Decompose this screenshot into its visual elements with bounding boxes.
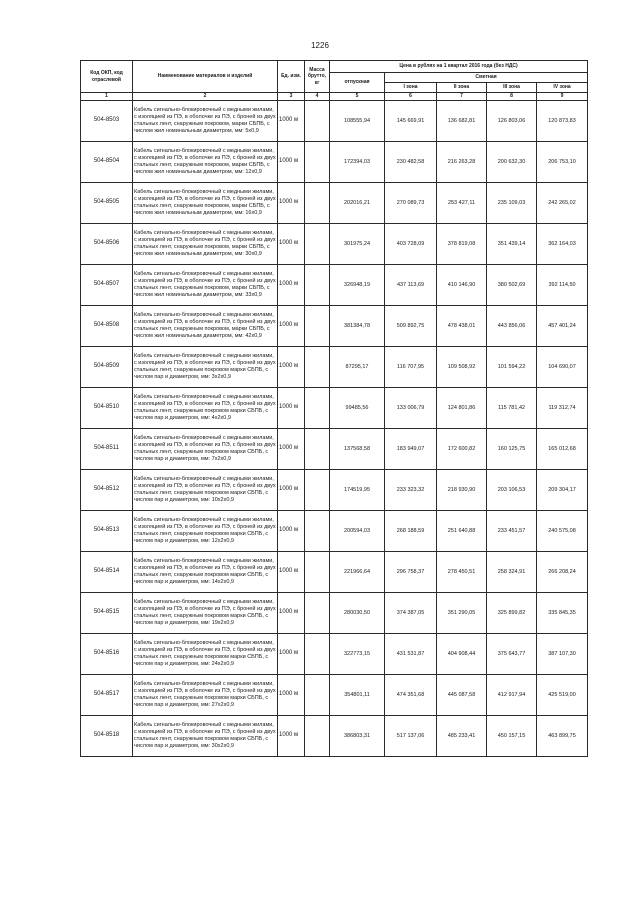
table-row	[81, 265, 588, 306]
zone-2-price: 218 930,90	[437, 470, 487, 511]
item-name: Кабель сигнально-блокировочный с медными жилами, с изоляцией из ПЭ, в оболочке из ПЭ, с броней из двух стальных лент, снаружным покровом марки СБПБ, с числом пар и диаметром, мм: 27х2х0,9	[133, 675, 278, 716]
item-code: 504-8504	[81, 142, 133, 183]
table-row	[81, 429, 588, 470]
release-price: 108555,94	[330, 101, 385, 142]
item-mass	[305, 716, 330, 757]
zone-3-price: 235 109,03	[487, 183, 537, 224]
header-name: Наименование материалов и изделий	[133, 61, 278, 93]
zone-2-price: 278 450,51	[437, 552, 487, 593]
table-row	[81, 675, 588, 716]
zone-4-price: 165 012,68	[537, 429, 588, 470]
header-code: Код ОКП, код отраслевой	[81, 61, 133, 93]
item-name: Кабель сигнально-блокировочный с медными жилами, с изоляцией из ПЭ, в оболочке из ПЭ, с броней из двух стальных лент, снаружным покровом, марки СБПБ, с числом жил номинальным диаметром, мм: 5х0,9	[133, 101, 278, 142]
item-code: 504-8516	[81, 634, 133, 675]
header-zone-2: II зона	[437, 83, 487, 93]
zone-2-price: 485 233,41	[437, 716, 487, 757]
item-name: Кабель сигнально-блокировочный с медными жилами, с изоляцией из ПЭ, в оболочке из ПЭ, с броней из двух стальных лент, снаружным покровом марки СБПБ, с числом пар и диаметром, мм: 4х2х0,9	[133, 388, 278, 429]
table-row	[81, 142, 588, 183]
header-price-title: Цена в рублях на 1 квартал 2016 года (без НДС)	[330, 61, 588, 73]
table-row	[81, 101, 588, 142]
item-mass	[305, 224, 330, 265]
item-mass	[305, 511, 330, 552]
item-name: Кабель сигнально-блокировочный с медными жилами, с изоляцией из ПЭ, в оболочке из ПЭ, с броней из двух стальных лент, снаружным покровом, марки СБПБ, с числом жил номинальным диаметром, мм: 16х0,9	[133, 183, 278, 224]
item-name: Кабель сигнально-блокировочный с медными жилами, с изоляцией из ПЭ, в оболочке из ПЭ, с броней из двух стальных лент, снаружным покровом, марки СБПБ, с числом жил номинальным диаметром, мм: 12х0,9	[133, 142, 278, 183]
item-mass	[305, 306, 330, 347]
release-price: 386803,31	[330, 716, 385, 757]
table-row	[81, 388, 588, 429]
zone-1-price: 270 089,73	[385, 183, 437, 224]
zone-3-price: 380 502,69	[487, 265, 537, 306]
table-header	[81, 61, 588, 101]
zone-3-price: 160 125,75	[487, 429, 537, 470]
table-row	[81, 183, 588, 224]
item-code: 504-8503	[81, 101, 133, 142]
item-mass	[305, 429, 330, 470]
item-code: 504-8515	[81, 593, 133, 634]
table-row	[81, 634, 588, 675]
release-price: 172394,03	[330, 142, 385, 183]
release-price: 354801,11	[330, 675, 385, 716]
item-name: Кабель сигнально-блокировочный с медными жилами, с изоляцией из ПЭ, в оболочке из ПЭ, с броней из двух стальных лент, снаружным покровом марки СБПБ, с числом пар и диаметром, мм: 10х2х0,9	[133, 470, 278, 511]
zone-1-price: 233 323,32	[385, 470, 437, 511]
zone-1-price: 374 387,05	[385, 593, 437, 634]
item-unit: 1000 м	[278, 593, 305, 634]
zone-2-price: 378 819,08	[437, 224, 487, 265]
release-price: 221966,64	[330, 552, 385, 593]
zone-4-price: 362 164,03	[537, 224, 588, 265]
zone-1-price: 268 188,59	[385, 511, 437, 552]
item-unit: 1000 м	[278, 224, 305, 265]
item-name: Кабель сигнально-блокировочный с медными жилами, с изоляцией из ПЭ, в оболочке из ПЭ, с броней из двух стальных лент, снаружным покровом марки СБПБ, с числом пар и диаметром, мм: 30х2х0,9	[133, 716, 278, 757]
zone-2-price: 251 640,88	[437, 511, 487, 552]
item-code: 504-8517	[81, 675, 133, 716]
zone-4-price: 104 690,07	[537, 347, 588, 388]
zone-2-price: 124 801,86	[437, 388, 487, 429]
item-mass	[305, 634, 330, 675]
zone-4-price: 206 753,10	[537, 142, 588, 183]
zone-3-price: 450 157,15	[487, 716, 537, 757]
header-zone-3: III зона	[487, 83, 537, 93]
item-name: Кабель сигнально-блокировочный с медными жилами, с изоляцией из ПЭ, в оболочке из ПЭ, с броней из двух стальных лент, снаружным покровом марки СБПБ, с числом пар и диаметром, мм: 14х2х0,9	[133, 552, 278, 593]
zone-4-price: 425 519,00	[537, 675, 588, 716]
zone-3-price: 325 899,82	[487, 593, 537, 634]
zone-2-price: 216 263,28	[437, 142, 487, 183]
zone-1-price: 474 351,68	[385, 675, 437, 716]
zone-2-price: 136 682,81	[437, 101, 487, 142]
item-code: 504-8508	[81, 306, 133, 347]
zone-4-price: 242 265,02	[537, 183, 588, 224]
column-number: 1	[81, 93, 133, 101]
zone-4-price: 392 114,50	[537, 265, 588, 306]
zone-1-price: 296 758,37	[385, 552, 437, 593]
item-unit: 1000 м	[278, 142, 305, 183]
zone-1-price: 403 728,09	[385, 224, 437, 265]
table-row	[81, 552, 588, 593]
column-number-row	[81, 93, 588, 101]
zone-3-price: 101 594,22	[487, 347, 537, 388]
item-unit: 1000 м	[278, 183, 305, 224]
zone-4-price: 463 899,75	[537, 716, 588, 757]
zone-4-price: 335 845,35	[537, 593, 588, 634]
item-name: Кабель сигнально-блокировочный с медными жилами, с изоляцией из ПЭ, в оболочке из ПЭ, с броней из двух стальных лент, снаружным покровом марки СБПБ, с числом пар и диаметром, мм: 24х2х0,9	[133, 634, 278, 675]
column-number: 2	[133, 93, 278, 101]
header-release: отпускная	[330, 73, 385, 93]
release-price: 87295,17	[330, 347, 385, 388]
item-name: Кабель сигнально-блокировочный с медными жилами, с изоляцией из ПЭ, в оболочке из ПЭ, с броней из двух стальных лент, снаружным покровом марки СБПБ, с числом пар и диаметром, мм: 3х2х0,9	[133, 347, 278, 388]
zone-3-price: 443 856,06	[487, 306, 537, 347]
header-zone-4: IV зона	[537, 83, 588, 93]
item-mass	[305, 388, 330, 429]
item-mass	[305, 593, 330, 634]
zone-2-price: 478 438,01	[437, 306, 487, 347]
item-unit: 1000 м	[278, 388, 305, 429]
item-code: 504-8505	[81, 183, 133, 224]
item-code: 504-8518	[81, 716, 133, 757]
item-unit: 1000 м	[278, 552, 305, 593]
item-unit: 1000 м	[278, 716, 305, 757]
zone-2-price: 109 508,92	[437, 347, 487, 388]
item-mass	[305, 183, 330, 224]
item-unit: 1000 м	[278, 470, 305, 511]
table-row	[81, 716, 588, 757]
item-unit: 1000 м	[278, 347, 305, 388]
item-unit: 1000 м	[278, 675, 305, 716]
release-price: 99485,56	[330, 388, 385, 429]
item-name: Кабель сигнально-блокировочный с медными жилами, с изоляцией из ПЭ, в оболочке из ПЭ, с броней из двух стальных лент, снаружным покровом, марки СБПБ, с числом жил номинальным диаметром, мм: 42х0,9	[133, 306, 278, 347]
item-unit: 1000 м	[278, 634, 305, 675]
zone-1-price: 183 949,07	[385, 429, 437, 470]
zone-4-price: 240 575,08	[537, 511, 588, 552]
zone-2-price: 445 087,58	[437, 675, 487, 716]
table-row	[81, 347, 588, 388]
zone-4-price: 266 208,24	[537, 552, 588, 593]
zone-1-price: 133 006,79	[385, 388, 437, 429]
zone-3-price: 351 439,14	[487, 224, 537, 265]
column-number: 7	[437, 93, 487, 101]
table-row	[81, 306, 588, 347]
zone-4-price: 209 304,17	[537, 470, 588, 511]
item-unit: 1000 м	[278, 101, 305, 142]
table-row	[81, 593, 588, 634]
zone-1-price: 145 669,91	[385, 101, 437, 142]
zone-1-price: 230 482,58	[385, 142, 437, 183]
zone-3-price: 115 781,42	[487, 388, 537, 429]
header-zone-1: I зона	[385, 83, 437, 93]
release-price: 326948,19	[330, 265, 385, 306]
release-price: 280030,50	[330, 593, 385, 634]
zone-1-price: 437 113,69	[385, 265, 437, 306]
zone-1-price: 509 892,75	[385, 306, 437, 347]
zone-3-price: 412 917,94	[487, 675, 537, 716]
zone-2-price: 172 600,82	[437, 429, 487, 470]
zone-1-price: 517 137,06	[385, 716, 437, 757]
item-name: Кабель сигнально-блокировочный с медными жилами, с изоляцией из ПЭ, в оболочке из ПЭ, с броней из двух стальных лент, снаружным покровом, марки СБПБ, с числом жил номинальным диаметром, мм: 30х0,9	[133, 224, 278, 265]
release-price: 200594,03	[330, 511, 385, 552]
column-number: 9	[537, 93, 588, 101]
item-name: Кабель сигнально-блокировочный с медными жилами, с изоляцией из ПЭ, в оболочке из ПЭ, с броней из двух стальных лент, снаружным покровом марки СБПБ, с числом пар и диаметром, мм: 7х2х0,9	[133, 429, 278, 470]
header-unit: Ед. изм.	[278, 61, 305, 93]
release-price: 301975,24	[330, 224, 385, 265]
release-price: 137568,58	[330, 429, 385, 470]
release-price: 322773,15	[330, 634, 385, 675]
column-number: 8	[487, 93, 537, 101]
item-name: Кабель сигнально-блокировочный с медными жилами, с изоляцией из ПЭ, в оболочке из ПЭ, с броней из двух стальных лент, снаружным покровом марки СБПБ, с числом пар и диаметром, мм: 12х2х0,9	[133, 511, 278, 552]
item-code: 504-8514	[81, 552, 133, 593]
release-price: 381384,78	[330, 306, 385, 347]
zone-4-price: 457 401,24	[537, 306, 588, 347]
zone-4-price: 119 312,74	[537, 388, 588, 429]
column-number: 3	[278, 93, 305, 101]
column-number: 5	[330, 93, 385, 101]
item-code: 504-8513	[81, 511, 133, 552]
release-price: 174519,95	[330, 470, 385, 511]
item-code: 504-8509	[81, 347, 133, 388]
page-number: 1226	[311, 41, 329, 50]
zone-3-price: 233 451,57	[487, 511, 537, 552]
item-mass	[305, 675, 330, 716]
zone-2-price: 410 146,90	[437, 265, 487, 306]
column-number: 4	[305, 93, 330, 101]
zone-3-price: 203 106,53	[487, 470, 537, 511]
item-unit: 1000 м	[278, 265, 305, 306]
zone-2-price: 253 427,11	[437, 183, 487, 224]
item-unit: 1000 м	[278, 306, 305, 347]
item-name: Кабель сигнально-блокировочный с медными жилами, с изоляцией из ПЭ, в оболочке из ПЭ, с броней из двух стальных лент, снаружным покровом, марки СБПБ, с числом жил номинальным диаметром, мм: 33х0,9	[133, 265, 278, 306]
header-estimate: Сметная	[385, 73, 588, 83]
table-row	[81, 511, 588, 552]
item-code: 504-8511	[81, 429, 133, 470]
header-mass: Масса брутто, кг	[305, 61, 330, 93]
zone-1-price: 431 531,87	[385, 634, 437, 675]
price-table	[80, 60, 588, 757]
zone-2-price: 404 908,44	[437, 634, 487, 675]
zone-3-price: 375 643,77	[487, 634, 537, 675]
table-body	[81, 101, 588, 757]
release-price: 202016,21	[330, 183, 385, 224]
item-code: 504-8512	[81, 470, 133, 511]
zone-1-price: 116 707,95	[385, 347, 437, 388]
zone-2-price: 351 290,05	[437, 593, 487, 634]
item-code: 504-8510	[81, 388, 133, 429]
table-row	[81, 470, 588, 511]
item-mass	[305, 101, 330, 142]
item-mass	[305, 470, 330, 511]
item-mass	[305, 552, 330, 593]
item-name: Кабель сигнально-блокировочный с медными жилами, с изоляцией из ПЭ, в оболочке из ПЭ, с броней из двух стальных лент, снаружным покровом марки СБПБ, с числом пар и диаметром, мм: 19х2х0,9	[133, 593, 278, 634]
zone-4-price: 387 107,30	[537, 634, 588, 675]
item-unit: 1000 м	[278, 511, 305, 552]
item-mass	[305, 347, 330, 388]
zone-3-price: 200 632,30	[487, 142, 537, 183]
item-unit: 1000 м	[278, 429, 305, 470]
item-mass	[305, 142, 330, 183]
item-mass	[305, 265, 330, 306]
table-row	[81, 224, 588, 265]
zone-3-price: 258 324,91	[487, 552, 537, 593]
zone-4-price: 120 873,83	[537, 101, 588, 142]
item-code: 504-8507	[81, 265, 133, 306]
column-number: 6	[385, 93, 437, 101]
zone-3-price: 126 803,06	[487, 101, 537, 142]
item-code: 504-8506	[81, 224, 133, 265]
